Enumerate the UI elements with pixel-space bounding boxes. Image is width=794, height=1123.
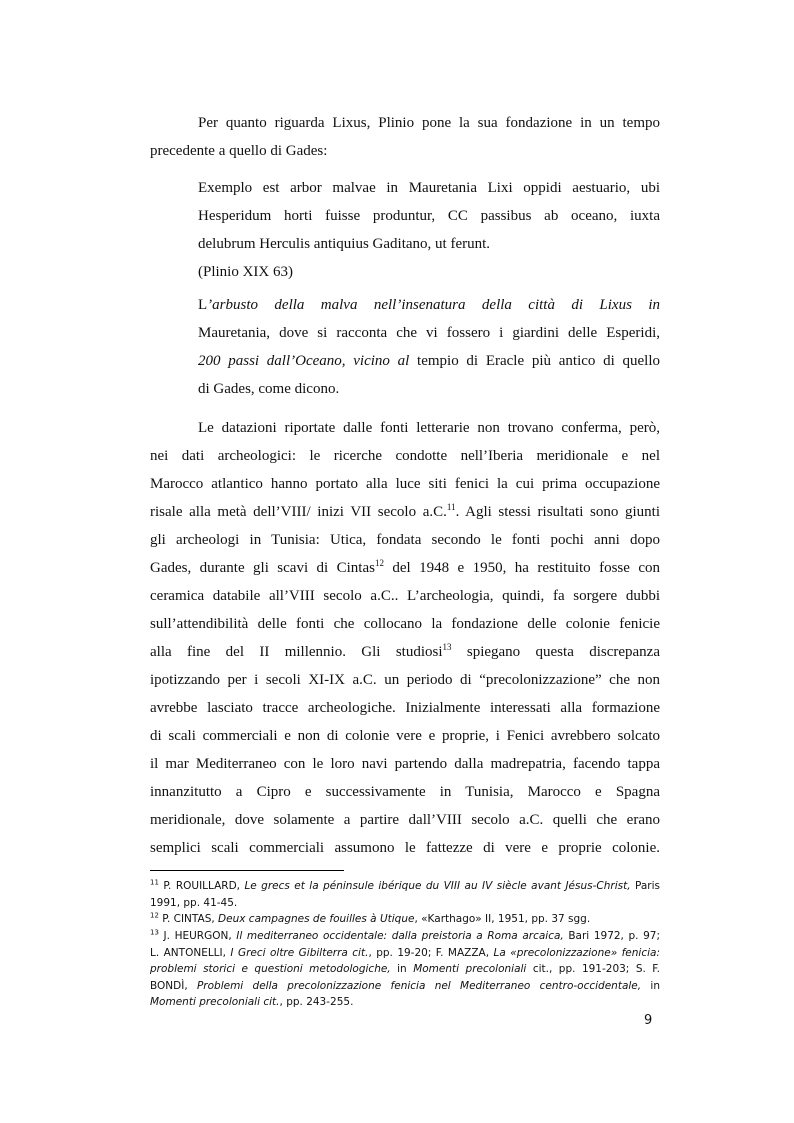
text-line: [150, 978, 660, 995]
footnote-separator: [150, 870, 344, 871]
text-line: Marocco atlantico hanno portato alla luce siti fenici la cui prima occupazione: [150, 476, 660, 492]
text-run: L: [198, 297, 208, 313]
text-run-italic: 200 passi dall’Oceano, vicino al: [198, 353, 410, 369]
text-run-italic: Deux campagnes de fouilles à Utique: [218, 913, 415, 925]
text-line: [150, 554, 660, 582]
text-line: di Gades, come dicono.: [198, 381, 340, 397]
footnote-12: [150, 911, 660, 928]
translation-quotation: [198, 291, 660, 403]
text-run: del 1948 e 1950, ha restituito fosse con: [383, 560, 660, 576]
text-line: [150, 928, 660, 945]
text-run: cit., pp. 191-203; S. F.: [526, 963, 660, 975]
text-line: [150, 498, 660, 526]
text-line: semplici scali commerciali assumono le fattezze di vere e proprie colonie.: [150, 840, 660, 856]
footnote-number: 13: [150, 928, 159, 937]
text-line: delubrum Herculis antiquius Gaditano, ut ferunt.: [198, 236, 491, 252]
text-run: P. CINTAS,: [158, 913, 219, 925]
intro-paragraph: [150, 109, 660, 165]
footnote-ref-13[interactable]: 13: [442, 642, 452, 652]
text-line: meridionale, dove solamente a partire dall’VIII secolo a.C. quelli che erano: [150, 812, 660, 828]
text-run: BONDÌ,: [150, 979, 197, 992]
text-run: tempio di Eracle più antico di quello: [409, 353, 661, 369]
text-run: Paris: [630, 880, 660, 892]
text-run-italic: problemi storici e questioni metodologiche,: [150, 963, 391, 975]
text-run: . Agli stessi risultati sono giunti: [455, 504, 660, 520]
text-line: [150, 911, 660, 928]
text-run: L. ANTONELLI,: [150, 946, 231, 959]
text-line: di scali commerciali e non di colonie vere e proprie, i Fenici avrebbero solcato: [150, 728, 660, 744]
main-paragraph: [150, 414, 660, 862]
text-line: ipotizzando per i secoli XI-IX a.C. un periodo di “precolonizzazione” che non: [150, 672, 660, 688]
page-number: 9: [644, 1013, 653, 1028]
text-line: [150, 878, 660, 895]
text-run: P. ROUILLARD,: [158, 880, 245, 892]
text-run: spiegano questa discrepanza: [451, 644, 660, 660]
latin-quotation: [198, 174, 660, 258]
text-line: innanzitutto a Cipro e successivamente in Tunisia, Marocco e Spagna: [150, 784, 660, 800]
text-run: Bari 1972, p. 97;: [563, 930, 660, 942]
text-line: Hesperidum horti fuisse produntur, CC passibus ab oceano, iuxta: [198, 208, 660, 224]
text-line: Mauretania, dove si racconta che vi fossero i giardini delle Esperidi,: [198, 325, 660, 341]
footnote-ref-11[interactable]: 11: [446, 502, 456, 512]
text-run-italic: ’arbusto della malva nell’insenatura della città di Lixus in: [207, 297, 660, 313]
text-line: precedente a quello di Gades:: [150, 143, 328, 159]
text-run-italic: Le grecs et la péninsule ibérique du VIII au IV siècle avant Jésus-Christ,: [244, 880, 631, 892]
text-line: [198, 347, 660, 375]
text-run: , «Karthago» II, 1951, pp. 37 sgg.: [414, 913, 591, 925]
text-run: , pp. 19-20; F. MAZZA,: [368, 946, 494, 959]
text-line: avrebbe lasciato tracce archeologiche. Inizialmente interessati alla formazione: [150, 700, 660, 716]
text-line: [150, 638, 660, 666]
text-line: il mar Mediterraneo con le loro navi partendo dalla madrepatria, facendo tappa: [150, 756, 660, 772]
text-line: [150, 994, 660, 1011]
quotation-citation: (Plinio XIX 63): [198, 264, 293, 280]
text-line: [150, 961, 660, 978]
text-line: nei dati archeologici: le ricerche condotte nell’Iberia meridionale e nel: [150, 448, 660, 464]
footnote-13: [150, 928, 660, 1011]
text-run-italic: I Greci oltre Gibilterra cit.: [230, 946, 369, 959]
text-line: [150, 945, 660, 962]
text-line: Per quanto riguarda Lixus, Plinio pone la sua fondazione in un tempo: [198, 115, 660, 131]
text-run: alla fine del II millennio. Gli studiosi: [150, 644, 443, 660]
text-run-italic: Momenti precoloniali cit.: [150, 996, 280, 1008]
text-run: Gades, durante gli scavi di Cintas: [150, 560, 375, 576]
text-line: Le datazioni riportate dalle fonti letterarie non trovano conferma, però,: [198, 420, 660, 436]
text-run-italic: Problemi della precolonizzazione fenicia nel Mediterraneo centro-occidentale,: [196, 979, 642, 992]
footnote-number: 11: [150, 878, 159, 887]
text-line: ceramica databile all’VIII secolo a.C.. L’archeologia, quindi, fa sorgere dubbi: [150, 588, 660, 604]
text-line: [198, 291, 660, 319]
text-run: in: [641, 979, 660, 992]
text-run: in: [390, 963, 414, 975]
text-line: 1991, pp. 41-45.: [150, 896, 238, 909]
text-run: , pp. 243-255.: [279, 996, 354, 1008]
text-run-italic: Il mediterraneo occidentale: dalla preistoria a Roma arcaica,: [236, 930, 564, 942]
text-line: gli archeologi in Tunisia: Utica, fondata secondo le fonti pochi anni dopo: [150, 532, 660, 548]
text-run: risale alla metà dell’VIII/ inizi VII secolo a.C.: [150, 504, 447, 520]
footnote-ref-12[interactable]: 12: [374, 558, 384, 568]
text-line: Exemplo est arbor malvae in Mauretania Lixi oppidi aestuario, ubi: [198, 180, 660, 196]
text-line: sull’attendibilità delle fonti che collocano la fondazione delle colonie fenicie: [150, 616, 660, 632]
text-run-italic: La «precolonizzazione» fenicia:: [493, 946, 660, 959]
text-run-italic: Momenti precoloniali: [413, 963, 527, 975]
footnote-number: 12: [150, 911, 159, 920]
footnote-11: [150, 878, 660, 911]
text-run: J. HEURGON,: [158, 930, 237, 942]
